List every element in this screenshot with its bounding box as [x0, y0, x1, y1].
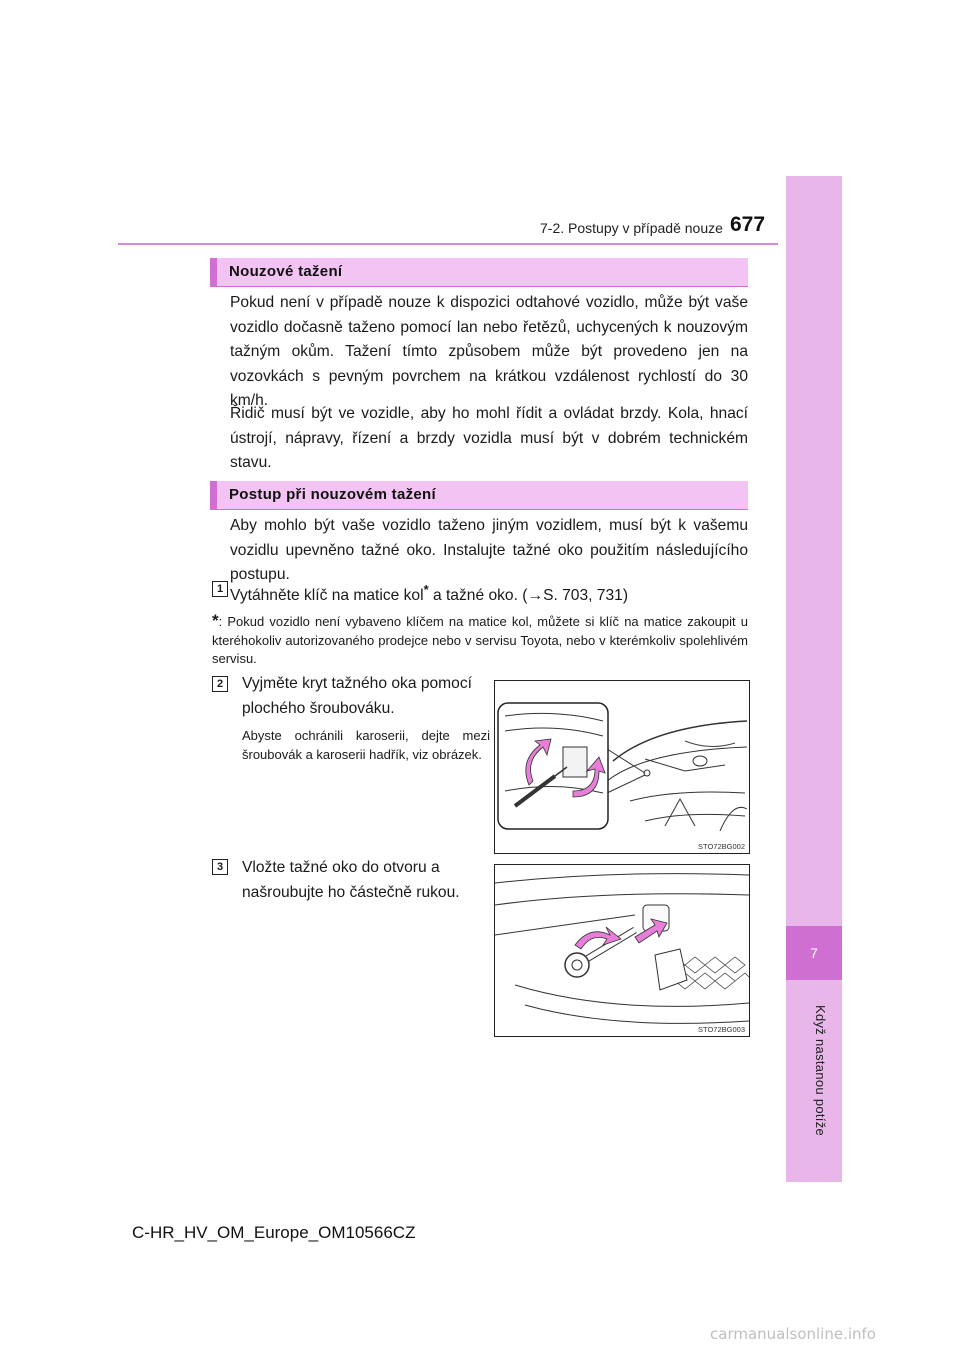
step-3-text: Vložte tažné oko do otvoru a našroubujte ho částečně rukou.: [242, 859, 460, 901]
section-heading-towing-procedure: [210, 481, 748, 510]
chapter-number: 7: [810, 945, 818, 961]
figure-code: STO72BG002: [698, 842, 745, 851]
step-number-badge: 3: [212, 859, 228, 875]
illustration-remove-cover: [495, 681, 749, 853]
side-tab-chapter[interactable]: [786, 926, 842, 980]
step-2-text: Vyjměte kryt tažného oka pomocí plochého šroubováku.: [242, 675, 472, 717]
step-2-note: Abyste ochránili karoserii, dejte mezi šroubovák a karoserii hadřík, viz obrázek.: [242, 728, 490, 762]
section-heading-emergency-towing: [210, 258, 748, 287]
footnote-marker: *: [212, 611, 219, 630]
header-section-title: 7-2. Postupy v případě nouze: [540, 220, 723, 236]
section-heading-text: Postup při nouzovém tažení: [229, 486, 436, 503]
page-number: 677: [730, 213, 766, 236]
paragraph-driver-requirements: Řidič musí být ve vozidle, aby ho mohl řídit a ovládat brzdy. Kola, hnací ústrojí, nápravy, řízení a brzdy vozidla musí být v dobrém technickém stavu.: [230, 405, 748, 471]
section-heading-text: Nouzové tažení: [229, 263, 343, 280]
arrow-glyph: →: [527, 587, 544, 605]
side-tab-top: [786, 176, 842, 926]
figure-remove-cover: [494, 680, 750, 854]
document-code: C-HR_HV_OM_Europe_OM10566CZ: [132, 1223, 416, 1242]
paragraph-procedure-intro: Aby mohlo být vaše vozidlo taženo jiným vozidlem, musí být k vašemu vozidlu upevněno tažné oko. Instalujte tažné oko použitím následujícího postupu.: [230, 517, 748, 583]
chapter-title: Když nastanou potíže: [813, 1005, 828, 1137]
step-1-text: Vytáhněte klíč na matice kol* a tažné oko. (→S. 703, 731): [230, 582, 629, 605]
figure-insert-towing-eye: [494, 864, 750, 1037]
footnote: *: Pokud vozidlo není vybaveno klíčem na matice kol, můžete si klíč na matice zakoupit u kteréhokoliv autorizovaného prodejce nebo v servisu Toyota, nebo v kterémkoliv spolehlivém servisu.: [212, 611, 748, 666]
asterisk-marker: *: [423, 582, 429, 597]
step-number-badge: 2: [212, 676, 228, 692]
paragraph-towing-conditions: Pokud není v případě nouze k dispozici odtahové vozidlo, může být vaše vozidlo dočasně taženo pomocí lan nebo řetězů, uchycených k nouzovým tažným okům. Tažení tímto způsobem může být provedeno jen na vozovkách s pevným povrchem na krátkou vzdálenost rychlostí do 30 km/h.: [230, 294, 748, 409]
illustration-insert-towing-eye: [495, 865, 749, 1036]
header-divider: [118, 243, 778, 245]
step-number-badge: 1: [212, 581, 228, 597]
watermark: carmanualsonline.info: [710, 1325, 876, 1343]
figure-code: STO72BG003: [698, 1025, 745, 1034]
